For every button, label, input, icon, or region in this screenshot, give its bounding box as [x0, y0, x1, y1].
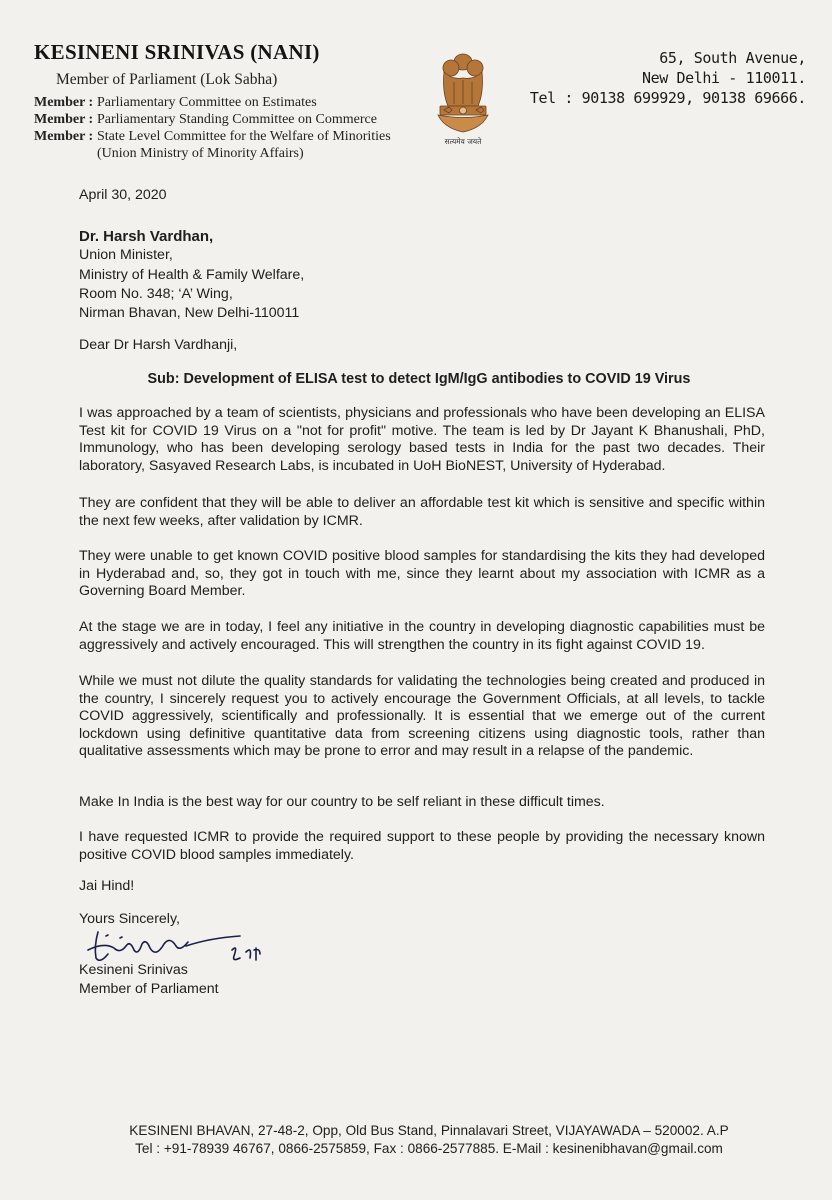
subject-line: Sub: Development of ELISA test to detect IgM/IgG antibodies to COVID 19 Virus — [147, 371, 691, 387]
letter-footer — [84, 1122, 774, 1158]
letterhead-memberships — [34, 94, 391, 162]
membership-text: Parliamentary Committee on Estimates — [97, 95, 317, 110]
membership-row — [34, 94, 391, 111]
signatory-block — [79, 961, 219, 999]
recipient-name: Dr. Harsh Vardhan, — [79, 228, 214, 245]
address-line-2: New Delhi - 110011. — [642, 69, 806, 87]
address-phone: Tel : 90138 699929, 90138 69666. — [529, 89, 806, 107]
letter-date: April 30, 2020 — [79, 187, 167, 203]
paragraph: I have requested ICMR to provide the required support to these people by providing the necessary known positive COVID blood samples immediately. — [79, 829, 765, 863]
membership-label: Member : — [34, 112, 94, 127]
recipient-line: Ministry of Health & Family Welfare, — [79, 266, 305, 283]
membership-row — [34, 111, 391, 128]
recipient-line: Union Minister, — [79, 247, 173, 264]
signatory-title: Member of Parliament — [79, 981, 219, 997]
recipient-line: Room No. 348; ‘A’ Wing, — [79, 285, 233, 302]
recipient-line: Nirman Bhavan, New Delhi-110011 — [79, 305, 300, 322]
membership-note: (Union Ministry of Minority Affairs) — [97, 146, 304, 161]
membership-text: State Level Committee for the Welfare of Minorities — [97, 129, 391, 144]
salutation: Dear Dr Harsh Vardhanji, — [79, 337, 238, 353]
signatory-name: Kesineni Srinivas — [79, 962, 188, 978]
paragraph: At the stage we are in today, I feel any initiative in the country in developing diagnostic capabilities must be aggressively and actively encouraged. This will strengthen the country in its fight against COVID 19. — [79, 619, 765, 653]
paragraph: They were unable to get known COVID positive blood samples for standardising the kits they had developed in Hyderabad and, so, they got in touch with me, since they learnt about my association with ICMR as a Governing Board Member. — [79, 548, 765, 600]
address-line-1: 65, South Avenue, — [659, 49, 806, 67]
footer-address: KESINENI BHAVAN, 27-48-2, Opp, Old Bus Stand, Pinnalavari Street, VIJAYAWADA – 520002. A.P — [129, 1123, 729, 1138]
membership-row — [34, 128, 391, 145]
membership-text: Parliamentary Standing Committee on Commerce — [97, 112, 377, 127]
letterhead-designation: Member of Parliament (Lok Sabha) — [56, 71, 278, 88]
valediction: Yours Sincerely, — [79, 911, 180, 927]
letterhead-name: KESINENI SRINIVAS (NANI) — [34, 40, 320, 64]
membership-label: Member : — [34, 129, 94, 144]
paragraph: While we must not dilute the quality standards for validating the technologies being created and produced in the country, I sincerely request you to actively encourage the Government Officials, at all levels, to tackle COVID aggressively, scientifically and professionally. It is essential that we emerge out of the current lockdown using definitive quantitative data from screening citizens using diagnostic tools, rather than qualitative assessments which may be prone to error and may result in a relapse of the pandemic. — [79, 673, 765, 760]
closing-greeting: Jai Hind! — [79, 878, 135, 894]
paragraph: I was approached by a team of scientists, physicians and professionals who have been developing an ELISA Test kit for COVID 19 Virus on a "not for profit" motive. The team is led by Dr Jayant K Bhanushali, PhD, Immunology, who has been developing serology based tests in India for the past two decades. Their laboratory, Sasyaved Research Labs, is incubated in UoH BioNEST, University of Hyderabad. — [79, 405, 765, 474]
paragraph: Make In India is the best way for our country to be self reliant in these difficult times. — [79, 794, 605, 810]
membership-label: Member : — [34, 95, 94, 110]
recipient-block — [79, 227, 304, 323]
letterhead-address — [530, 48, 806, 108]
footer-contact: Tel : +91-78939 46767, 0866-2575859, Fax : 0866-2577885. E-Mail : kesinenibhavan@gmail.com — [135, 1141, 723, 1156]
emblem-motto: सत्यमेव जयते — [444, 137, 482, 146]
paragraph: They are confident that they will be able to deliver an affordable test kit which is sensitive and specific within the next few weeks, after validation by ICMR. — [79, 495, 765, 529]
